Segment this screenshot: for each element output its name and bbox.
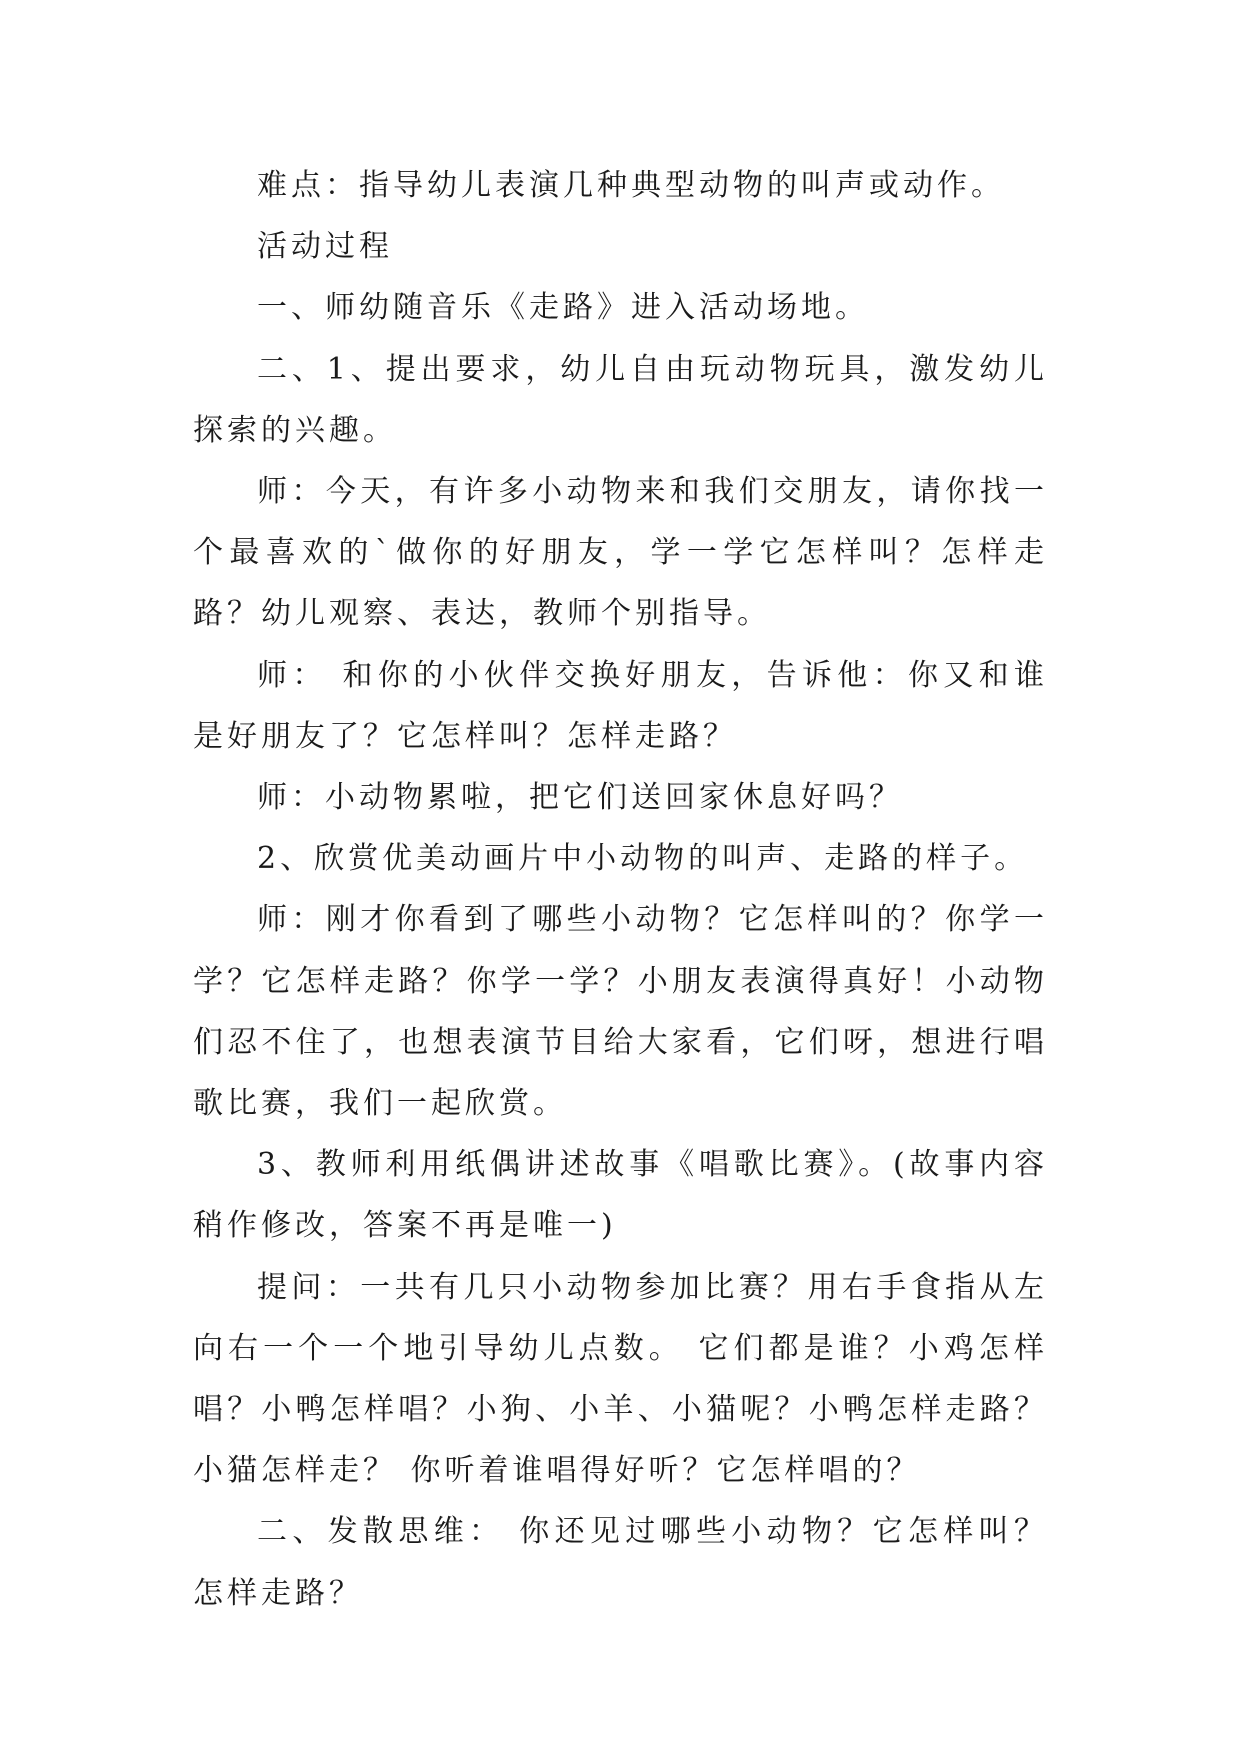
paragraph-teacher-today: 师：今天，有许多小动物来和我们交朋友，请你找一个最喜欢的`做你的好朋友，学一学它怎样叫？怎样走路？幼儿观察、表达，教师个别指导。 — [193, 474, 1048, 632]
paragraph-divergent-thinking: 二、发散思维： 你还见过哪些小动物？它怎样叫？怎样走路？ — [193, 1514, 1048, 1611]
paragraph-step-two-3: 3、教师利用纸偶讲述故事《唱歌比赛》。(故事内容稍作修改，答案不再是唯一) — [193, 1147, 1048, 1244]
paragraph-activity-process-heading: 活动过程 — [257, 229, 393, 265]
paragraph-teacher-exchange: 师： 和你的小伙伴交换好朋友，告诉他：你又和谁是好朋友了？它怎样叫？怎样走路？ — [193, 657, 1048, 754]
paragraph-questions: 提问：一共有几只小动物参加比赛？用右手食指从左向右一个一个地引导幼儿点数。 它们都是谁？小鸡怎样唱？小鸭怎样唱？小狗、小羊、小猫呢？小鸭怎样走路？小猫怎样走？ 你听着谁唱得好听？它怎样唱的？ — [193, 1269, 1048, 1489]
paragraph-teacher-what-seen: 师：刚才你看到了哪些小动物？它怎样叫的？你学一学？它怎样走路？你学一学？小朋友表演得真好！小动物们忍不住了，也想表演节目给大家看，它们呀，想进行唱歌比赛，我们一起欣赏。 — [193, 902, 1048, 1122]
paragraph-teacher-tired: 师：小动物累啦，把它们送回家休息好吗？ — [257, 780, 903, 816]
paragraph-step-two-2: 2、欣赏优美动画片中小动物的叫声、走路的样子。 — [257, 841, 1029, 877]
paragraph-difficulty: 难点：指导幼儿表演几种典型动物的叫声或动作。 — [257, 168, 1005, 203]
paragraph-step-two-1: 二、1、提出要求，幼儿自由玩动物玩具，激发幼儿探索的兴趣。 — [193, 351, 1048, 448]
paragraph-step-one: 一、师幼随音乐《走路》进入活动场地。 — [257, 290, 869, 326]
document-body — [193, 155, 1048, 1624]
